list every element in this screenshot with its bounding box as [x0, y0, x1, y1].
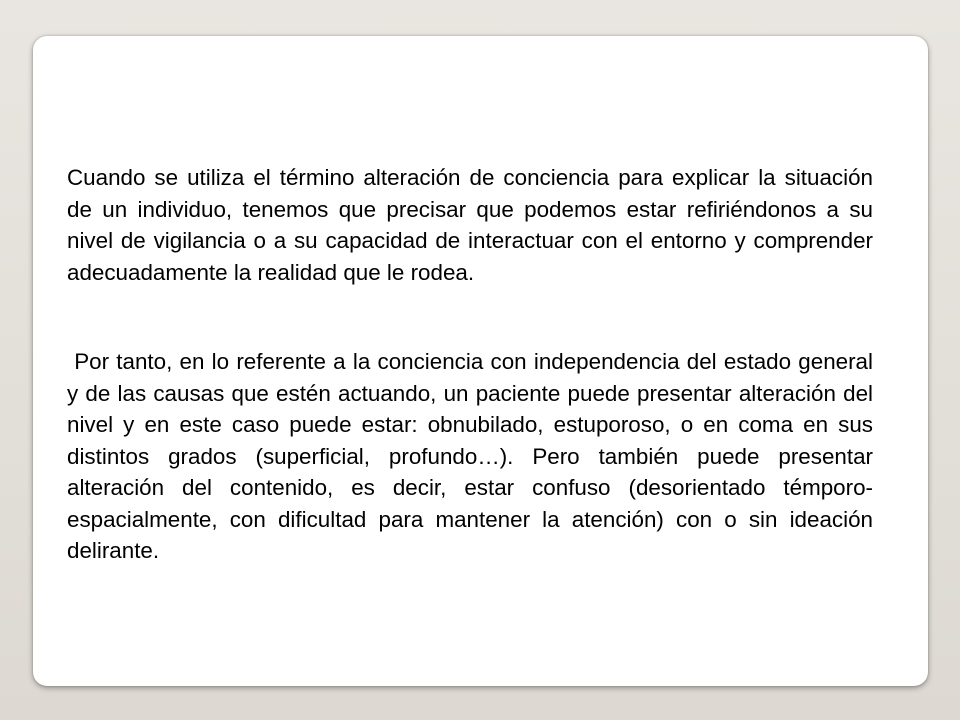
paragraph-2: Por tanto, en lo referente a la conciencia con independencia del estado general y de las causas que estén actuando, un paciente puede presentar alteración del nivel y en este caso puede estar: obnubilado, estuporoso, o en coma en sus distintos grados (superficial, profundo…). Pero también puede presentar alteración del contenido, es decir, estar confuso (desorientado témporo-espacialmente, con dificultad para mantener la atención) con o sin ideación delirante. — [67, 349, 880, 563]
body-text — [67, 162, 880, 567]
paragraph-1: Cuando se utiliza el término alteración de conciencia para explicar la situación de un individuo, tenemos que precisar que podemos estar refiriéndonos a su nivel de vigilancia o a su capacidad de interactuar con el entorno y comprender adecuadamente la realidad que le rodea. — [67, 165, 873, 285]
slide-card — [33, 36, 928, 686]
